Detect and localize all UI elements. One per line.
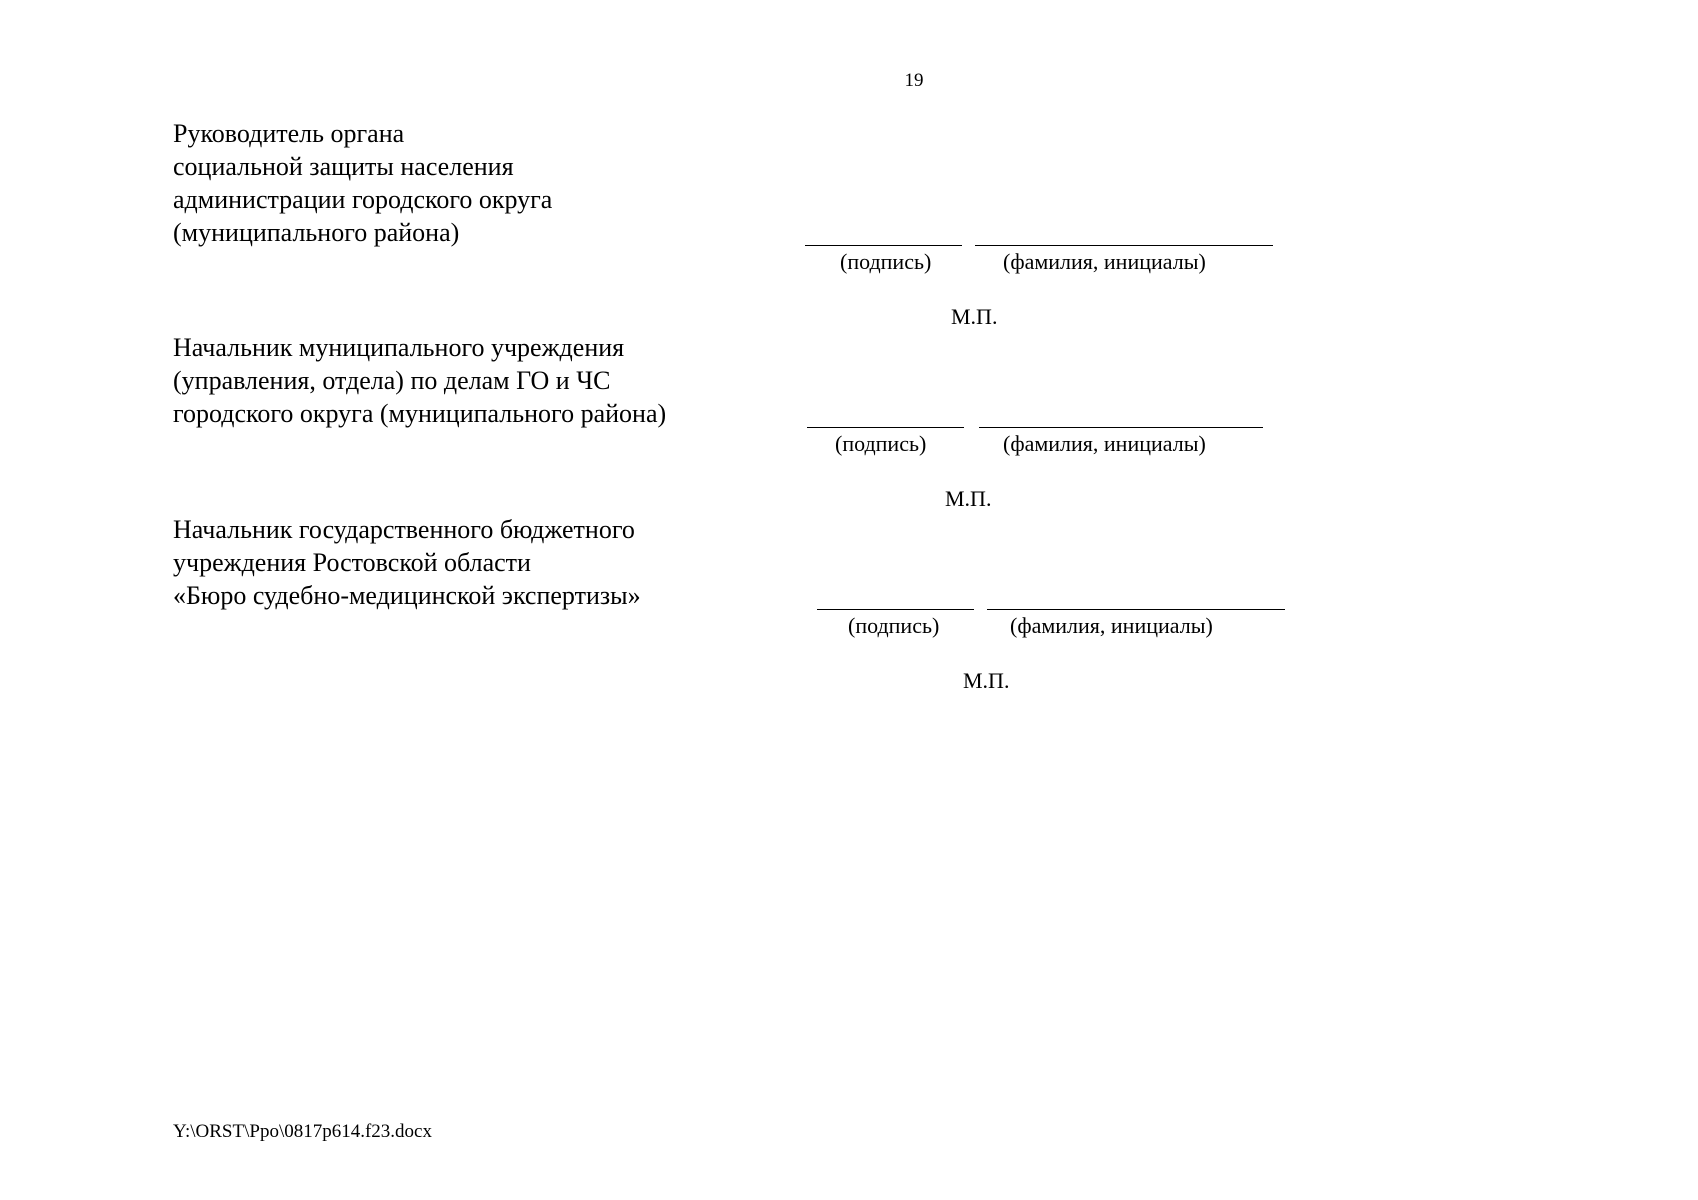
stamp-label: М.П. [945,486,992,511]
signature-line [805,245,962,246]
title-line: учреждения Ростовской области [173,548,531,577]
footer-file-path: Y:\ORST\Ppo\0817p614.f23.docx [173,1121,432,1142]
name-caption: (фамилия, инициалы) [1003,431,1206,456]
signature-line [807,427,964,428]
title-line: Руководитель органа [173,119,405,148]
name-line [979,427,1263,428]
title-line: Начальник государственного бюджетного [173,515,635,544]
signature-caption: (подпись) [840,249,932,274]
title-line: социальной защиты населения [173,152,514,181]
title-line: (управления, отдела) по делам ГО и ЧС [173,366,611,395]
title-line: (муниципального района) [173,218,460,247]
position-title-forensic-bureau [173,513,641,612]
name-caption: (фамилия, инициалы) [1003,249,1206,274]
stamp-label: М.П. [951,304,998,329]
title-line: городского округа (муниципального района) [173,399,667,428]
title-line: администрации городского округа [173,185,553,214]
stamp-label: М.П. [963,668,1010,693]
name-line [987,609,1285,610]
signature-line [817,609,974,610]
name-line [975,245,1273,246]
title-line: Начальник муниципального учреждения [173,333,625,362]
title-line: «Бюро судебно-медицинской экспертизы» [173,581,641,610]
position-title-social-protection [173,117,552,249]
position-title-civil-defense [173,331,666,430]
signature-caption: (подпись) [835,431,927,456]
signature-caption: (подпись) [848,613,940,638]
name-caption: (фамилия, инициалы) [1010,613,1213,638]
page-number: 19 [904,70,924,91]
